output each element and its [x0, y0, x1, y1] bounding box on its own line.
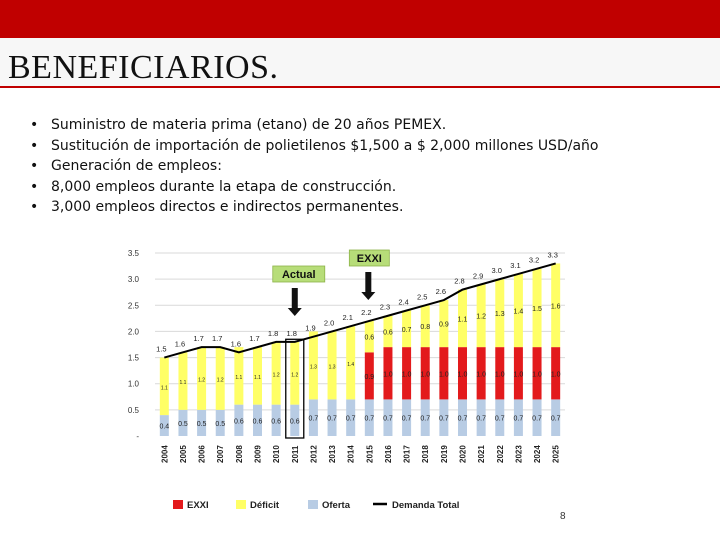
ethane-balance-chart	[118, 240, 570, 530]
bullet-dot-icon: •	[30, 117, 39, 133]
data-label-demand: 2.4	[398, 297, 409, 307]
bullet-text: Generación de empleos:	[51, 158, 222, 174]
data-label-deficit: 1.4	[347, 361, 355, 368]
data-label-exxi: 1.0	[401, 371, 412, 379]
bullet-item	[30, 136, 598, 157]
x-tick-label: 2025	[551, 445, 561, 463]
data-label-deficit: 1.1	[179, 380, 187, 387]
x-tick-label: 2006	[197, 445, 207, 463]
data-label-demand: 1.7	[212, 334, 223, 344]
data-label-deficit: 1.2	[272, 372, 280, 379]
slide-title: BENEFICIARIOS.	[8, 49, 279, 86]
data-label-deficit: 1.2	[291, 372, 299, 379]
legend-swatch	[308, 500, 318, 509]
callout-arrow-shaft	[292, 288, 298, 309]
data-label-oferta: 0.6	[271, 418, 282, 426]
data-label-oferta: 0.7	[476, 415, 487, 423]
data-label-exxi: 1.0	[457, 371, 468, 379]
x-tick-label: 2009	[253, 445, 263, 463]
data-label-deficit: 1.5	[532, 305, 542, 313]
data-label-demand: 1.7	[249, 334, 260, 344]
data-label-oferta: 0.5	[215, 420, 226, 428]
data-label-exxi: 1.0	[550, 371, 561, 379]
data-label-demand: 2.0	[323, 318, 335, 328]
data-label-oferta: 0.7	[401, 415, 412, 423]
bullet-item	[30, 177, 598, 198]
bullet-list	[30, 115, 598, 218]
data-label-deficit: 1.2	[216, 377, 224, 384]
callout-label: EXXI	[356, 253, 382, 265]
callout-arrow-shaft	[365, 272, 371, 293]
data-label-demand: 2.9	[472, 271, 484, 281]
data-label-oferta: 0.7	[327, 415, 337, 423]
data-label-oferta: 0.6	[233, 418, 244, 426]
data-label-deficit: 1.2	[198, 377, 206, 384]
data-label-oferta: 0.7	[513, 415, 524, 423]
data-label-demand: 1.6	[230, 339, 242, 349]
bullet-dot-icon: •	[30, 137, 39, 154]
data-label-oferta: 0.7	[550, 415, 561, 423]
legend-label: EXXI	[187, 500, 209, 511]
data-label-oferta: 0.7	[364, 415, 375, 423]
x-tick-label: 2024	[533, 445, 543, 463]
data-label-demand: 1.8	[267, 328, 279, 338]
data-label-deficit: 1.1	[457, 316, 468, 324]
data-label-exxi: 1.0	[420, 371, 431, 379]
y-tick-label: 2.5	[127, 301, 139, 311]
data-label-deficit: 0.8	[420, 324, 431, 332]
data-label-oferta: 0.7	[438, 415, 449, 423]
x-tick-label: 2023	[514, 445, 524, 463]
data-label-oferta: 0.5	[178, 420, 188, 428]
data-label-demand: 2.2	[361, 307, 372, 317]
legend-label: Demanda Total	[392, 500, 460, 511]
data-label-demand: 1.7	[193, 334, 204, 344]
bullet-text: 3,000 empleos directos e indirectos permanentes.	[51, 199, 404, 215]
x-tick-label: 2021	[477, 445, 487, 463]
data-label-exxi: 0.9	[364, 373, 375, 381]
y-tick-label: 1.0	[127, 379, 139, 389]
data-label-demand: 1.5	[156, 344, 167, 354]
data-label-oferta: 0.6	[252, 418, 263, 426]
y-tick-label: 2.0	[127, 327, 139, 337]
data-label-oferta: 0.7	[532, 415, 542, 423]
data-label-demand: 2.5	[417, 292, 428, 302]
data-label-exxi: 1.0	[476, 371, 487, 379]
data-label-demand: 3.3	[547, 250, 558, 260]
data-label-deficit: 1.3	[309, 364, 317, 371]
data-label-deficit: 1.1	[235, 374, 243, 381]
bullet-dot-icon: •	[30, 199, 39, 215]
data-label-deficit: 1.1	[254, 374, 261, 381]
data-label-deficit: 0.6	[364, 334, 375, 342]
x-tick-label: 2005	[178, 445, 188, 463]
x-tick-label: 2014	[346, 445, 356, 463]
x-tick-label: 2018	[421, 445, 431, 463]
data-label-oferta: 0.7	[308, 415, 319, 423]
data-label-exxi: 1.0	[438, 371, 449, 379]
x-tick-label: 2013	[328, 445, 338, 463]
x-tick-label: 2004	[160, 445, 170, 463]
data-label-demand: 1.8	[286, 328, 297, 338]
data-label-demand: 1.6	[174, 339, 186, 349]
y-tick-label: 3.0	[127, 275, 139, 285]
x-tick-label: 2015	[365, 445, 375, 463]
data-label-demand: 2.3	[379, 302, 391, 312]
x-tick-label: 2019	[439, 445, 449, 463]
x-tick-label: 2012	[309, 445, 319, 463]
callout-label: Actual	[281, 269, 316, 281]
header-accent-bar	[0, 0, 720, 38]
data-label-deficit: 1.1	[160, 385, 168, 392]
data-label-exxi: 1.0	[383, 371, 393, 379]
data-label-deficit: 1.3	[494, 311, 505, 319]
bullet-item	[30, 115, 598, 136]
y-tick-label: 1.5	[127, 353, 139, 363]
bullet-item	[30, 197, 598, 218]
bullet-dot-icon: •	[30, 178, 39, 195]
data-label-demand: 3.2	[528, 255, 540, 265]
bullet-text: Sustitución de importación de polietilenos $1,500 a $ 2,000 millones USD/año	[51, 137, 599, 154]
y-tick-label: -	[136, 432, 139, 441]
data-label-demand: 1.9	[305, 323, 316, 333]
data-label-exxi: 1.0	[532, 371, 542, 379]
bullet-text: 8,000 empleos durante la etapa de construcción.	[51, 178, 397, 195]
data-label-oferta: 0.7	[383, 415, 393, 423]
data-label-exxi: 1.0	[513, 371, 524, 379]
legend-label: Déficit	[250, 500, 280, 511]
x-tick-label: 2008	[234, 445, 244, 463]
data-label-demand: 2.6	[435, 287, 447, 297]
y-tick-label: 0.5	[127, 405, 139, 415]
data-label-oferta: 0.6	[289, 418, 300, 426]
data-label-oferta: 0.5	[196, 420, 207, 428]
y-tick-label: 3.5	[127, 249, 139, 258]
x-tick-label: 2007	[216, 445, 226, 463]
bullet-dot-icon: •	[30, 158, 39, 174]
data-label-oferta: 0.4	[159, 423, 170, 431]
data-label-deficit: 0.9	[438, 321, 449, 329]
data-label-demand: 3.0	[491, 266, 502, 276]
x-tick-label: 2011	[290, 445, 300, 463]
data-label-deficit: 1.2	[476, 313, 487, 321]
data-label-exxi: 1.0	[494, 371, 505, 379]
data-label-oferta: 0.7	[420, 415, 431, 423]
data-label-oferta: 0.7	[494, 415, 505, 423]
data-label-deficit: 1.4	[513, 308, 524, 316]
x-tick-label: 2010	[272, 445, 282, 463]
data-label-demand: 3.1	[510, 260, 521, 270]
bullet-text: Suministro de materia prima (etano) de 20 años PEMEX.	[51, 117, 447, 133]
data-label-deficit: 0.7	[401, 326, 412, 334]
data-label-deficit: 1.6	[550, 303, 561, 311]
legend-swatch	[173, 500, 183, 509]
x-tick-label: 2020	[458, 445, 468, 463]
data-label-oferta: 0.7	[345, 415, 356, 423]
x-tick-label: 2017	[402, 445, 412, 463]
data-label-deficit: 0.6	[383, 329, 393, 337]
data-label-deficit: 1.3	[328, 364, 336, 371]
data-label-demand: 2.1	[342, 313, 353, 323]
bullet-item	[30, 156, 598, 177]
x-tick-label: 2016	[383, 445, 393, 463]
x-tick-label: 2022	[495, 445, 505, 463]
legend-swatch	[236, 500, 246, 509]
data-label-demand: 2.8	[454, 276, 465, 286]
data-label-oferta: 0.7	[457, 415, 468, 423]
slide-number: 8	[560, 511, 566, 522]
legend-label: Oferta	[322, 500, 350, 511]
